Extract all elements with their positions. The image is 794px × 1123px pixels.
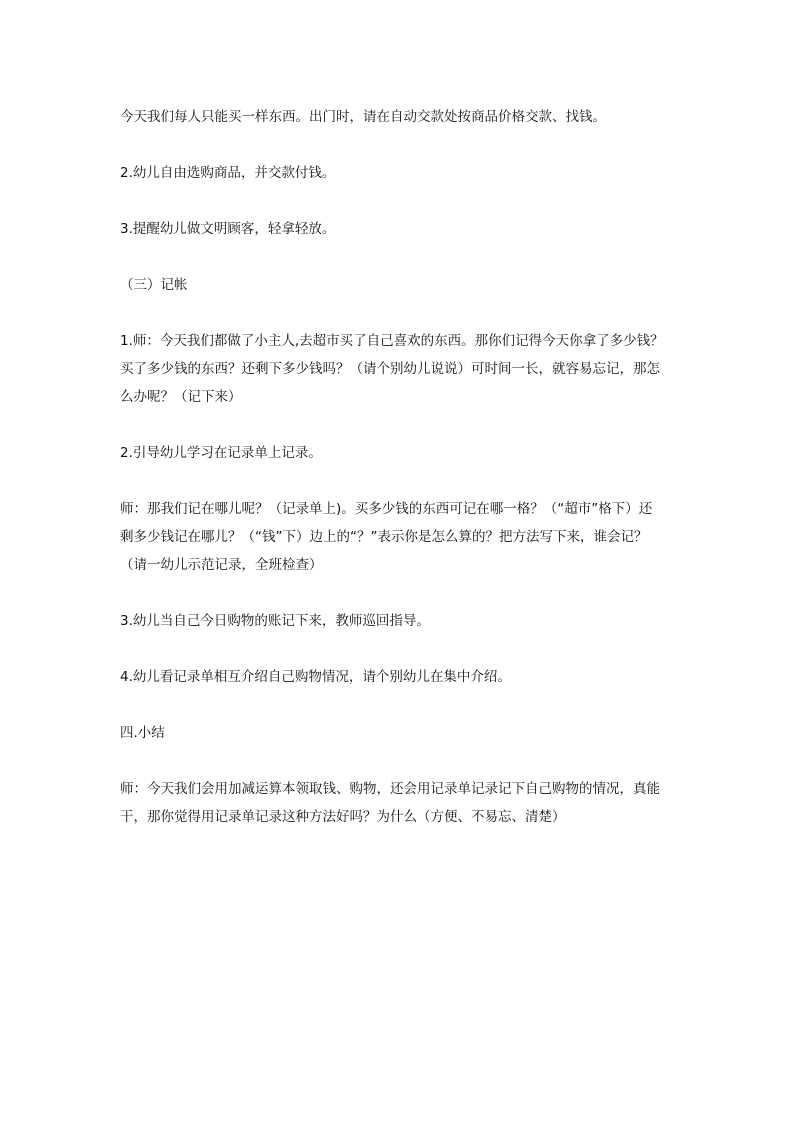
paragraph-summary xyxy=(120,775,680,831)
paragraph-bookkeeping-step-2 xyxy=(120,439,680,467)
text-line: 买了多少钱的东西？还剩下多少钱吗？（请个别幼儿说说）可时间一长，就容易忘记，那怎 xyxy=(120,361,660,377)
text-line: 么办呢？（记下来） xyxy=(120,389,242,405)
section-heading-bookkeeping xyxy=(120,271,680,299)
paragraph-shopping-rule xyxy=(120,103,680,131)
text-line: 师：那我们记在哪儿呢？（记录单上)。买多少钱的东西可记在哪一格？（“超市”格下）还 xyxy=(120,501,653,517)
text-line: （请一幼儿示范记录，全班检查） xyxy=(120,557,323,573)
document-body xyxy=(120,103,680,859)
text-line: 3.提醒幼儿做文明顾客，轻拿轻放。 xyxy=(120,221,336,237)
text-line: 2.幼儿自由选购商品，并交款付钱。 xyxy=(120,165,336,181)
paragraph-bookkeeping-step-3 xyxy=(120,607,680,635)
text-line: 干，那你觉得用记录单记录这种方法好吗？为什么（方便、不易忘、清楚） xyxy=(120,809,566,825)
paragraph-step-2-shopping xyxy=(120,159,680,187)
section-heading-text: 四.小结 xyxy=(120,725,165,741)
paragraph-bookkeeping-step-4 xyxy=(120,663,680,691)
text-line: 师：今天我们会用加减运算本领取钱、购物，还会用记录单记录记下自己购物的情况，真能 xyxy=(120,781,660,797)
text-line: 2.引导幼儿学习在记录单上记录。 xyxy=(120,445,322,461)
paragraph-step-3-manners xyxy=(120,215,680,243)
text-line: 1.师：今天我们都做了小主人,去超市买了自己喜欢的东西。那你们记得今天你拿了多少钱？ xyxy=(120,333,664,349)
text-line: 剩多少钱记在哪儿？（“钱”下）边上的“？”表示你是怎么算的？把方法写下来，谁会记？ xyxy=(120,529,648,545)
text-line: 4.幼儿看记录单相互介绍自己购物情况，请个别幼儿在集中介绍。 xyxy=(120,669,511,685)
section-heading-text: （三）记帐 xyxy=(120,277,188,293)
paragraph-bookkeeping-step-1 xyxy=(120,327,680,411)
paragraph-teacher-record-explanation xyxy=(120,495,680,579)
section-heading-summary xyxy=(120,719,680,747)
text-line: 今天我们每人只能买一样东西。出门时，请在自动交款处按商品价格交款、找钱。 xyxy=(120,109,606,125)
text-line: 3.幼儿当自己今日购物的账记下来，教师巡回指导。 xyxy=(120,613,430,629)
